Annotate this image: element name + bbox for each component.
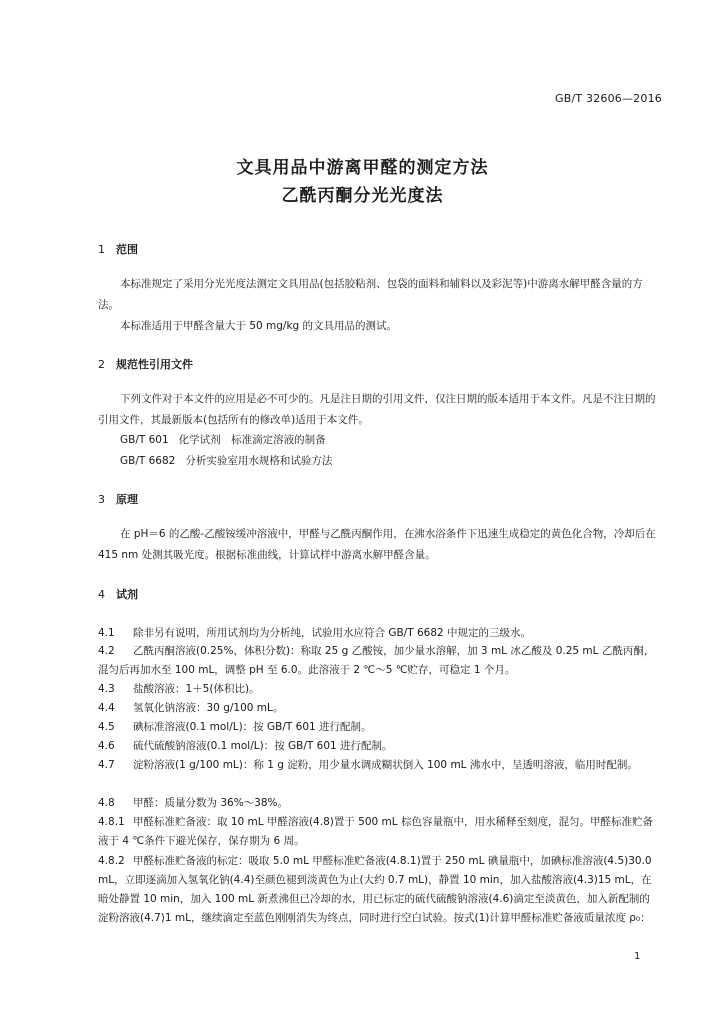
section-title: 原理: [116, 493, 138, 506]
clause: [98, 813, 658, 851]
clause-number: 4.1: [98, 627, 115, 639]
clause-text: 盐酸溶液：1＋5(体积比)。: [133, 683, 260, 695]
paragraph: 下列文件对于本文件的应用是必不可少的。凡是注日期的引用文件，仅注日期的版本适用于本文件。凡是不注日期的引用文件，其最新版本(包括所有的修改单)适用于本文件。: [98, 393, 656, 426]
clause-text: 氢氧化钠溶液：30 g/100 mL。: [133, 702, 284, 714]
page-number: 1: [634, 951, 641, 962]
section-heading-scope: [98, 241, 138, 257]
clause-number: 4.5: [98, 721, 115, 733]
paragraph: 本标准适用于甲醛含量大于 50 mg/kg 的文具用品的测试。: [120, 320, 398, 332]
clause: [98, 852, 658, 928]
clause-number: 4.8.1: [98, 816, 125, 828]
clause-text: 甲醛标准贮备液：取 10 mL 甲醛溶液(4.8)置于 500 mL 棕色容量瓶中，用水稀释至刻度，混匀。甲醛标准贮备液于 4 ℃条件下避光保存，保存期为 6 周。: [98, 816, 653, 847]
clause-number: 4.8: [98, 797, 115, 809]
section-title: 范围: [116, 243, 138, 256]
clause-number: 4.6: [98, 740, 115, 752]
section-number: 4: [98, 588, 105, 601]
clause-text: 乙酰丙酮溶液(0.25%，体积分数)：称取 25 g 乙酸铵，加少量水溶解，加 3 mL 冰乙酸及 0.25 mL 乙酰丙酮，混匀后再加水至 100 mL，调整 pH 至 6.0。此溶液于 2 ℃～5 ℃贮存，可稳定 1 个月。: [98, 645, 655, 676]
document-subtitle: 乙酰丙酮分光光度法: [281, 186, 444, 206]
clause-number: 4.8.2: [98, 855, 125, 867]
clause-text: 甲醛标准贮备液的标定：吸取 5.0 mL 甲醛标准贮备液(4.8.1)置于 250 mL 碘量瓶中，加碘标准溶液(4.5)30.0 mL，立即逐滴加入氢氧化钠(4.4)至颜色褪到淡黄色为止(大约 0.7 mL)，静置 10 min，加入盐酸溶液(4.3)15 mL，在暗处静置 10 min，加入 100 mL 新煮沸但已冷却的水，用已标定的硫代硫酸钠溶液(4.6)滴定至淡黄色，加入新配制的淀粉溶液(4.7)1 mL，继续滴定至蓝色刚刚消失为终点，同时进行空白试验。按式(1)计算甲醛标准贮备液质量浓度 ρ₀：: [98, 855, 652, 924]
reference-item: [120, 432, 326, 447]
section-heading-normative-references: [98, 356, 193, 372]
section-number: 2: [98, 358, 105, 371]
clause: [98, 794, 658, 813]
clause-text: 硫代硫酸钠溶液(0.1 mol/L)：按 GB/T 601 进行配制。: [133, 740, 393, 752]
clause-text: 碘标准溶液(0.1 mol/L)：按 GB/T 601 进行配制。: [133, 721, 372, 733]
reference-title: 分析实验室用水规格和试验方法: [185, 455, 333, 467]
section-title: 试剂: [116, 588, 138, 601]
clause: [98, 699, 658, 718]
clause: [98, 737, 658, 756]
section-number: 3: [98, 493, 105, 506]
section-title: 规范性引用文件: [116, 358, 193, 371]
reference-code: GB/T 601: [120, 434, 169, 446]
clause: [98, 642, 658, 680]
paragraph: 在 pH＝6 的乙酸-乙酸铵缓冲溶液中，甲醛与乙酰丙酮作用，在沸水浴条件下迅速生成稳定的黄色化合物，冷却后在 415 nm 处测其吸光度。根据标准曲线，计算试样中游离水解甲醛含量。: [98, 528, 656, 561]
clause-number: 4.4: [98, 702, 115, 714]
clause: [98, 756, 658, 775]
reference-item: [120, 453, 332, 468]
paragraph: 本标准规定了采用分光光度法测定文具用品(包括胶粘剂、包袋的面料和辅料以及彩泥等)中游离水解甲醛含量的方法。: [98, 278, 643, 311]
section-number: 1: [98, 243, 105, 256]
standard-code: GB/T 32606—2016: [555, 92, 662, 105]
clause-number: 4.7: [98, 759, 115, 771]
clause: [98, 680, 658, 699]
reference-code: GB/T 6682: [120, 455, 176, 467]
section-heading-principle: [98, 491, 138, 507]
clause: [98, 624, 658, 643]
section-heading-reagents: [98, 586, 138, 602]
clause-number: 4.3: [98, 683, 115, 695]
clause: [98, 718, 658, 737]
clause-number: 4.2: [98, 645, 115, 657]
document-title: 文具用品中游离甲醛的测定方法: [236, 158, 489, 178]
clause-text: 淀粉溶液(1 g/100 mL)：称 1 g 淀粉，用少量水调成糊状倒入 100 mL 沸水中，呈透明溶液，临用时配制。: [133, 759, 638, 771]
clause-text: 甲醛：质量分数为 36%～38%。: [133, 797, 289, 809]
clause-text: 除非另有说明，所用试剂均为分析纯，试验用水应符合 GB/T 6682 中规定的三级水。: [133, 627, 532, 639]
reference-title: 化学试剂 标准滴定溶液的制备: [178, 434, 326, 446]
